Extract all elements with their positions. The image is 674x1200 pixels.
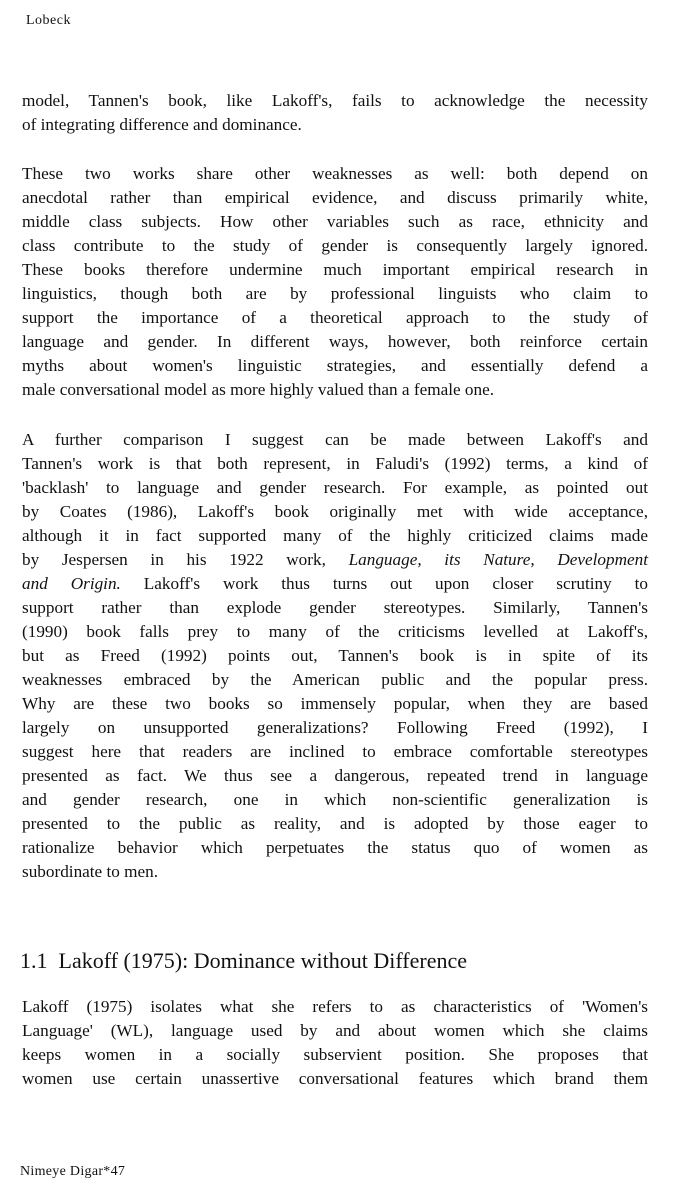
text-line: A further comparison I suggest can be made between Lakoff's and: [22, 430, 648, 449]
section-number: 1.1: [20, 948, 48, 973]
text-line: language and gender. In different ways, however, both reinforce certain: [22, 332, 648, 351]
italic-book-title: Language, its Nature, Development: [348, 550, 648, 569]
text-line: but as Freed (1992) points out, Tannen's book is in spite of its: [22, 646, 648, 665]
text-line: largely on unsupported generalizations? Following Freed (1992), I: [22, 718, 648, 737]
text-line: Language' (WL), language used by and about women which she claims: [22, 1021, 648, 1040]
paragraph-2: [22, 162, 648, 402]
section-heading: [20, 948, 467, 974]
text-line: These books therefore undermine much important empirical research in: [22, 260, 648, 279]
text-segment: Lakoff's work thus turns out upon closer scrutiny to: [143, 574, 648, 593]
text-line: Why are these two books so immensely popular, when they are based: [22, 694, 648, 713]
text-line: support rather than explode gender stereotypes. Similarly, Tannen's: [22, 598, 648, 617]
paragraph-4: [22, 995, 648, 1091]
text-line: (1990) book falls prey to many of the criticisms levelled at Lakoff's,: [22, 622, 648, 641]
running-head: Lobeck: [26, 13, 71, 28]
text-line: myths about women's linguistic strategies, and essentially defend a: [22, 356, 648, 375]
text-line: class contribute to the study of gender is consequently largely ignored.: [22, 236, 648, 255]
text-line: by Coates (1986), Lakoff's book originally met with wide acceptance,: [22, 502, 648, 521]
text-line: although it in fact supported many of the highly criticized claims made: [22, 526, 648, 545]
text-line: keeps women in a socially subservient position. She proposes that: [22, 1045, 648, 1064]
italic-book-title: and Origin.: [22, 574, 121, 593]
text-line: These two works share other weaknesses as well: both depend on: [22, 164, 648, 183]
text-line: model, Tannen's book, like Lakoff's, fails to acknowledge the necessity: [22, 91, 648, 110]
text-line: Lakoff (1975) isolates what she refers to as characteristics of 'Women's: [22, 997, 648, 1016]
text-line: of integrating difference and dominance.: [22, 115, 302, 134]
text-line: women use certain unassertive conversational features which brand them: [22, 1069, 648, 1088]
text-line: rationalize behavior which perpetuates the status quo of women as: [22, 838, 648, 857]
paragraph-3: [22, 428, 648, 884]
text-line-mixed: [22, 572, 648, 596]
text-line: linguistics, though both are by professional linguists who claim to: [22, 284, 648, 303]
text-line: presented as fact. We thus see a dangerous, repeated trend in language: [22, 766, 648, 785]
text-line-mixed: [22, 548, 648, 572]
text-line: presented to the public as reality, and is adopted by those eager to: [22, 814, 648, 833]
text-line: suggest here that readers are inclined to embrace comfortable stereotypes: [22, 742, 648, 761]
text-line: Tannen's work is that both represent, in Faludi's (1992) terms, a kind of: [22, 454, 648, 473]
text-line: weaknesses embraced by the American public and the popular press.: [22, 670, 648, 689]
text-line: and gender research, one in which non-scientific generalization is: [22, 790, 648, 809]
text-line: 'backlash' to language and gender research. For example, as pointed out: [22, 478, 648, 497]
paragraph-1: [22, 89, 648, 137]
text-line: middle class subjects. How other variables such as race, ethnicity and: [22, 212, 648, 231]
page-footer: Nimeye Digar*47: [20, 1164, 126, 1179]
section-title: Lakoff (1975): Dominance without Difference: [58, 948, 467, 973]
text-line: subordinate to men.: [22, 862, 159, 881]
text-line: male conversational model as more highly valued than a female one.: [22, 380, 495, 399]
text-line: support the importance of a theoretical approach to the study of: [22, 308, 648, 327]
text-line: anecdotal rather than empirical evidence, and discuss primarily white,: [22, 188, 648, 207]
text-segment: by Jespersen in his 1922 work,: [22, 550, 326, 569]
